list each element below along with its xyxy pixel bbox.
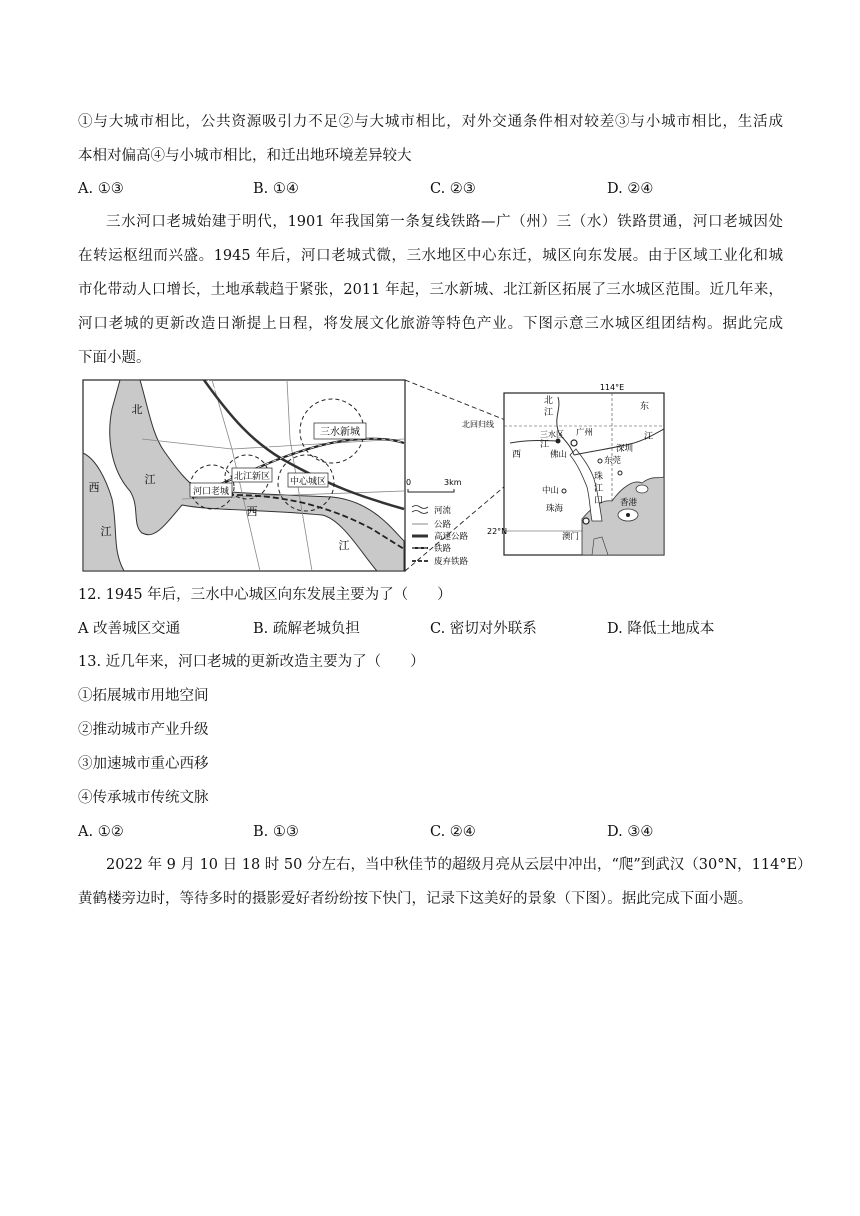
label-hongkong: 香港 [620, 498, 638, 508]
q13-stem: 13. 近几年来，河口老城的更新改造主要为了（ ） [78, 654, 425, 670]
legend-highway: 高速公路 [434, 532, 469, 542]
river-label: 江 [100, 525, 112, 538]
river-label: 口 [594, 496, 604, 506]
river-label: 东 [640, 402, 650, 412]
label-tropic: 北回归线 [462, 420, 494, 429]
label-guangzhou: 广州 [576, 428, 594, 438]
scale-3km: 3km [444, 478, 462, 487]
q11-option-b: B. ①④ [253, 181, 299, 197]
river-label: 北 [544, 396, 554, 406]
river-label: 西 [512, 450, 522, 460]
q13-option-b: B. ①③ [253, 824, 299, 840]
label-beijiang-district: 北江新区 [233, 472, 271, 482]
passage-line: 下面小题。 [78, 350, 151, 366]
passage-line: 三水河口老城始建于明代，1901 年我国第一条复线铁路—广（州）三（水）铁路贯通，河口老城因处 [106, 214, 783, 230]
q13-statement: ③加速城市重心西移 [78, 756, 209, 772]
q13-option-c: C. ②④ [430, 824, 476, 840]
river-label: 北 [131, 403, 143, 416]
river-label: 珠 [594, 472, 604, 482]
label-latitude: 22°N [487, 527, 508, 536]
label-zhongshan: 中山 [542, 486, 560, 496]
q13-option-d: D. ③④ [607, 824, 654, 840]
river-label: 江 [544, 408, 554, 418]
label-shenzhen: 深圳 [616, 444, 634, 454]
label-central-district: 中心城区 [289, 477, 327, 487]
legend-river: 河流 [434, 506, 452, 516]
q13-statement: ①拓展城市用地空间 [78, 688, 209, 704]
label-sanshui: 三水区 [540, 430, 564, 439]
legend-abandoned-railway: 废弃铁路 [434, 557, 469, 567]
label-sanshui-new-city: 三水新城 [320, 427, 360, 438]
river-label: 江 [644, 432, 654, 442]
river-label: 西 [246, 505, 258, 518]
q12-option-c: C. 密切对外联系 [430, 621, 537, 637]
label-foshan: 佛山 [550, 450, 568, 460]
sanshui-map-figure [82, 379, 667, 573]
passage-line: 市化带动人口增长，土地承载趋于紧张，2011 年起，三水新城、北江新区拓展了三水城区范围。近几年来， [78, 282, 783, 298]
q11-statements-line2: 本相对偏高④与小城市相比，和迁出地环境差异较大 [78, 148, 412, 164]
label-macau: 澳门 [562, 532, 580, 542]
passage-line: 河口老城的更新改造日渐提上日程，将发展文化旅游等特色产业。下图示意三水城区组团结构。据此完成 [78, 316, 783, 332]
label-hekou-old-city: 河口老城 [192, 487, 230, 497]
river-label: 江 [144, 473, 156, 486]
final-passage-line: 2022 年 9 月 10 日 18 时 50 分左右，当中秋佳节的超级月亮从云层中冲出，“爬”到武汉（30°N，114°E） [106, 857, 812, 873]
q13-statement: ④传承城市传统文脉 [78, 790, 209, 806]
final-passage-line: 黄鹤楼旁边时，等待多时的摄影爱好者纷纷按下快门，记录下这美好的景象（下图）。据此完成下面小题。 [78, 891, 753, 907]
river-label: 江 [594, 484, 604, 494]
q12-option-b: B. 疏解老城负担 [253, 621, 360, 637]
passage-line: 在转运枢纽而兴盛。1945 年后，河口老城式微，三水地区中心东迁，城区向东发展。由于区域工业化和城 [78, 248, 783, 264]
legend-road: 公路 [434, 520, 452, 530]
river-label: 江 [540, 440, 550, 450]
q12-stem: 12. 1945 年后，三水中心城区向东发展主要为了（ ） [78, 587, 452, 603]
label-longitude: 114°E [599, 383, 625, 392]
label-zhuhai: 珠海 [546, 504, 564, 514]
q11-option-c: C. ②③ [430, 181, 476, 197]
q12-option-d: D. 降低土地成本 [607, 621, 715, 637]
label-dongguan: 东莞 [604, 456, 622, 466]
q13-statement: ②推动城市产业升级 [78, 722, 209, 738]
q13-option-a: A. ①② [78, 824, 124, 840]
q12-option-a: A 改善城区交通 [78, 621, 181, 637]
river-label: 江 [338, 539, 350, 552]
q11-option-a: A. ①③ [78, 181, 124, 197]
q11-option-d: D. ②④ [607, 181, 654, 197]
q11-statements-line1: ①与大城市相比，公共资源吸引力不足②与大城市相比，对外交通条件相对较差③与小城市相比，生活成 [78, 114, 783, 130]
map-svg [82, 379, 667, 573]
river-label: 西 [88, 481, 100, 494]
scale-zero: 0 [406, 478, 412, 487]
legend-railway: 铁路 [434, 544, 452, 554]
